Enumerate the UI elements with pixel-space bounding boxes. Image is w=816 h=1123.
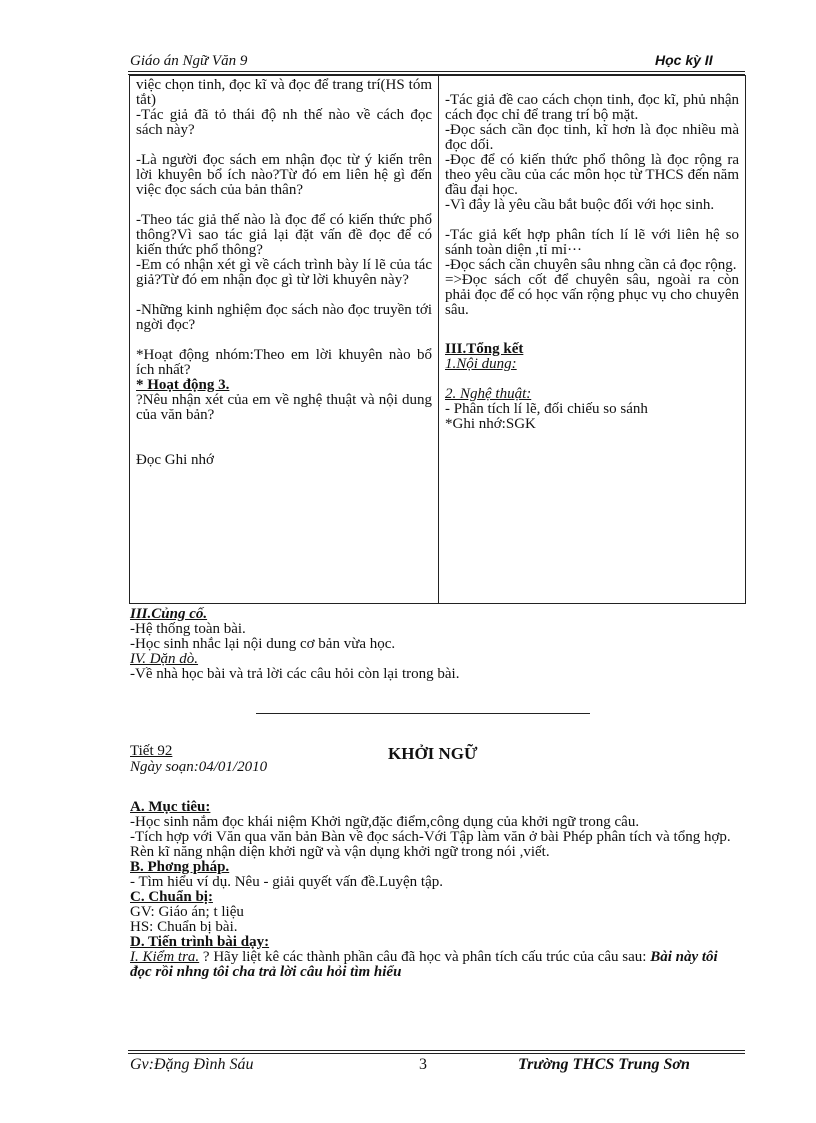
example-sentence: Bài này tôi đọc rồi nhng tôi cha trả lời câu hỏi tìm hiểu (130, 949, 718, 980)
right-answer: -Vì đây là yêu cầu bắt buộc đối với học sinh. (445, 197, 715, 213)
footer-divider-double (128, 1053, 745, 1054)
procedure-heading: D. Tiến trình bài dạy: (130, 934, 270, 950)
method-heading: B. Phơng pháp. (130, 859, 230, 875)
right-answer: - Phân tích lí lẽ, đối chiếu so sánh (445, 401, 648, 417)
method-line: - Tìm hiểu ví dụ. Nêu - giải quyết vấn đề.Luyện tập. (130, 874, 443, 890)
prepared-date: Ngày soạn:04/01/2010 (130, 759, 268, 775)
left-question: -Theo tác giả thế nào là đọc để có kiến thức phổ thông?Vì sao tác giả lại đặt vấn đề đọc để có kiến thức phổ thông? (136, 212, 432, 258)
header-subject: Giáo án Ngữ Văn 9 (130, 53, 248, 69)
content-subheading: 1.Nội dung: (445, 356, 517, 372)
left-question: -Là người đọc sách em nhận đọc từ ý kiến trên lời khuyên bổ ích nào?Từ đó em liên hệ gì đến việc đọc sách của bản thân? (136, 152, 432, 198)
preparation-heading: C. Chuẩn bị: (130, 889, 213, 905)
header-term: Học kỳ II (655, 52, 713, 68)
section-separator (256, 713, 590, 714)
right-answer: -Đọc để có kiến thức phổ thông là đọc rộng ra theo yêu cầu của các môn học từ THCS đến năm đầu đại học. (445, 152, 739, 198)
teacher-activity-column (130, 76, 439, 604)
period-number: Tiết 92 (130, 743, 173, 759)
right-answer: *Ghi nhớ:SGK (445, 416, 536, 432)
left-question: ?Nêu nhận xét của em về nghệ thuật và nội dung của văn bản? (136, 392, 432, 423)
right-answer: =>Đọc sách cốt để chuyên sâu, ngoài ra còn phải đọc để có học vấn rộng phục vụ cho chuyên sâu. (445, 272, 739, 318)
left-question: -Những kinh nghiệm đọc sách nào đọc truyền tới ngời đọc? (136, 302, 432, 333)
objectives-heading: A. Mục tiêu: (130, 799, 211, 815)
review-line: -Hệ thống toàn bài. (130, 621, 246, 637)
footer-divider (128, 1050, 745, 1051)
review-heading: III.Củng cố. (130, 606, 208, 622)
right-answer: -Tác giả đề cao cách chọn tinh, đọc kĩ, phủ nhận cách đọc chỉ để trang trí bộ mặt. (445, 92, 739, 123)
preparation-line: GV: Giáo án; t liệu (130, 904, 244, 920)
objective-line: -Tích hợp với Văn qua văn bản Bàn về đọc sách-Với Tập làm văn ở bài Phép phân tích và tổng hợp. (130, 829, 731, 845)
right-answer: -Đọc sách cần chuyên sâu nhng cần cả đọc rộng. (445, 257, 737, 273)
group-activity: *Hoạt động nhóm:Theo em lời khuyên nào bổ ích nhất? (136, 347, 432, 378)
right-answer: -Tác giả kết hợp phân tích lí lẽ với liên hệ so sánh toàn diện ,tỉ mỉ··· (445, 227, 739, 258)
page-number: 3 (419, 1056, 427, 1073)
check-label: I. Kiểm tra. (130, 949, 200, 965)
lesson-body (130, 800, 742, 980)
header-divider (128, 71, 745, 72)
check-text: ? Hãy liệt kê các thành phần câu đã học và phân tích cấu trúc của câu sau: (199, 949, 651, 965)
left-question: -Tác giả đã tỏ thái độ nh thế nào về cách đọc sách này? (136, 107, 432, 138)
content-column (439, 76, 746, 604)
objective-line: -Học sinh nắm đọc khái niệm Khởi ngữ,đặc điểm,công dụng của khởi ngữ trong câu. (130, 814, 640, 830)
right-answer: -Đọc sách cần đọc tinh, kĩ hơn là đọc nhiều mà đọc dối. (445, 122, 739, 153)
review-line: -Học sinh nhắc lại nội dung cơ bản vừa học. (130, 636, 396, 652)
summary-heading: III.Tổng kết (445, 341, 524, 357)
homework-heading: IV. Dặn dò. (130, 651, 199, 667)
objective-line: Rèn kĩ năng nhận diện khởi ngữ và vận dụng khởi ngữ trong nói ,viết. (130, 844, 550, 860)
footer-teacher: Gv:Đặng Đình Sáu (130, 1056, 254, 1073)
left-text: Đọc Ghi nhớ (136, 452, 214, 468)
activity-heading: * Hoạt động 3. (136, 377, 230, 393)
homework-line: -Về nhà học bài và trả lời các câu hỏi còn lại trong bài. (130, 666, 460, 682)
review-section (130, 607, 740, 682)
footer-school: Trường THCS Trung Sơn (518, 1056, 690, 1073)
left-question: -Em có nhận xét gì về cách trình bày lí lẽ của tác giả?Từ đó em nhận đọc gì từ lời khuyên này? (136, 257, 432, 288)
preparation-line: HS: Chuẩn bị bài. (130, 919, 238, 935)
lesson-table (129, 75, 746, 604)
check-question (130, 950, 742, 980)
left-text: việc chọn tinh, đọc kĩ và đọc để trang trí(HS tóm tắt) (136, 77, 432, 108)
art-subheading: 2. Nghệ thuật: (445, 386, 532, 402)
lesson-title: KHỞI NGỮ (388, 744, 478, 763)
